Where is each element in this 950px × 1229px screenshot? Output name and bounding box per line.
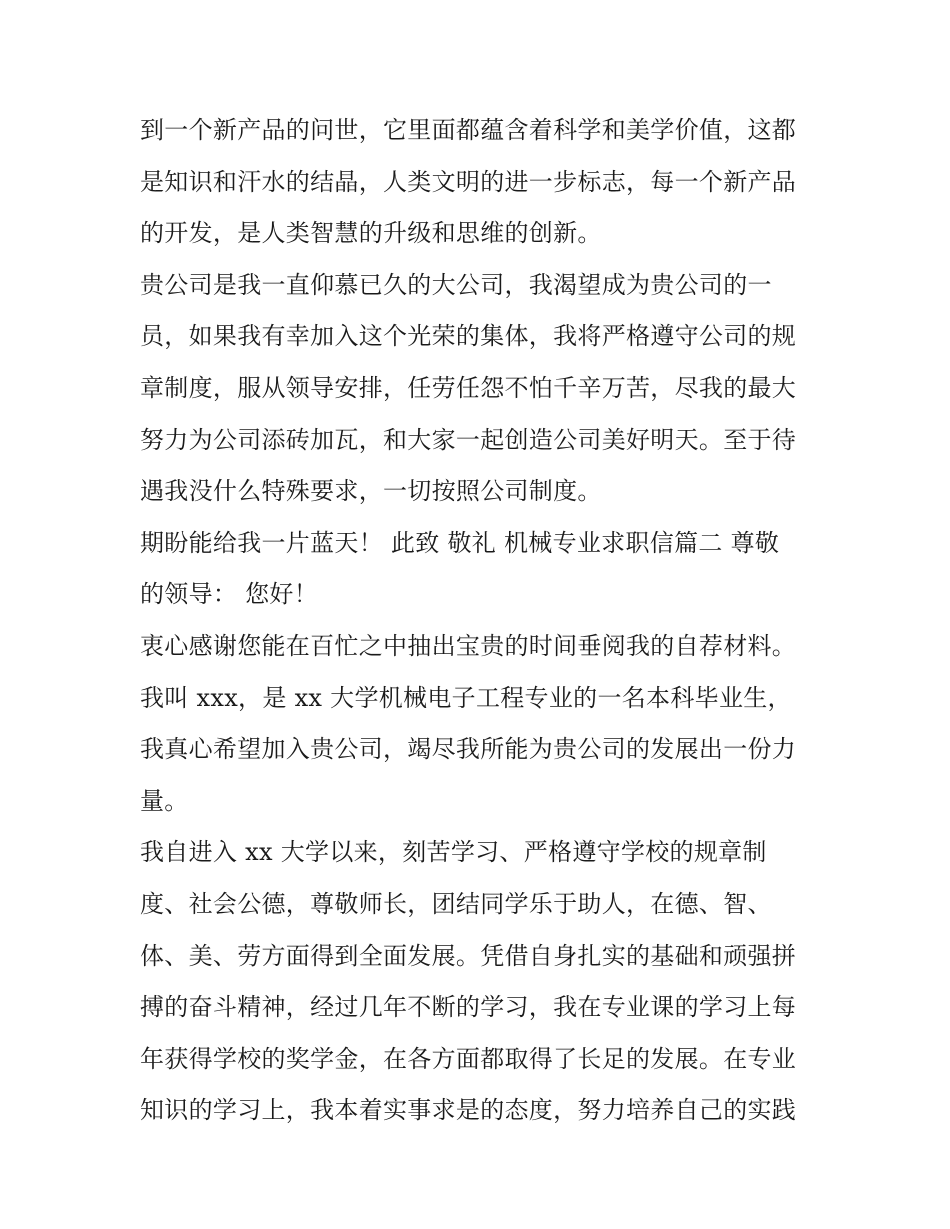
text-line: 量。 [140,786,189,815]
text-line: 到一个新产品的问世，它里面都蕴含着科学和美学价值，这都 [140,116,797,144]
text-line: 遇我没什么特殊要求，一切按照公司制度。 [140,477,602,506]
text-line: 期盼能给我一片蓝天！ 此致 敬礼 机械专业求职信篇二 尊敬 [140,528,780,557]
text-line: 是知识和汗水的结晶，人类文明的进一步标志，每一个新产品 [140,167,797,196]
text-line: 搏的奋斗精神，经过几年不断的学习，我在专业课的学习上每 [140,993,797,1022]
text-line: 我自进入 xx 大学以来，刻苦学习、严格遵守学校的规章制 [140,838,767,867]
text-line: 章制度，服从领导安排，任劳任怨不怕千辛万苦，尽我的最大 [140,373,797,402]
text-line: 努力为公司添砖加瓦，和大家一起创造公司美好明天。至于待 [140,425,797,454]
text-line: 年获得学校的奖学金，在各方面都取得了长足的发展。在专业 [140,1044,797,1073]
text-line: 的领导： 您好！ [140,580,319,609]
text-line: 体、美、劳方面得到全面发展。凭借自身扎实的基础和顽强拼 [140,941,797,970]
body-text [140,108,830,1140]
text-line: 衷心感谢您能在百忙之中抽出宝贵的时间垂阅我的自荐材料。 [140,631,797,660]
text-line: 我叫 xxx，是 xx 大学机械电子工程专业的一名本科毕业生， [140,683,792,712]
text-line: 度、社会公德，尊敬师长，团结同学乐于助人，在德、智、 [140,889,772,918]
text-line: 知识的学习上，我本着实事求是的态度，努力培养自己的实践 [140,1096,797,1125]
text-line: 的开发，是人类智慧的升级和思维的创新。 [140,219,602,248]
text-line: 我真心希望加入贵公司，竭尽我所能为贵公司的发展出一份力 [140,735,797,764]
text-line: 员，如果我有幸加入这个光荣的集体，我将严格遵守公司的规 [140,322,797,351]
text-line: 贵公司是我一直仰慕已久的大公司，我渴望成为贵公司的一 [140,270,772,299]
